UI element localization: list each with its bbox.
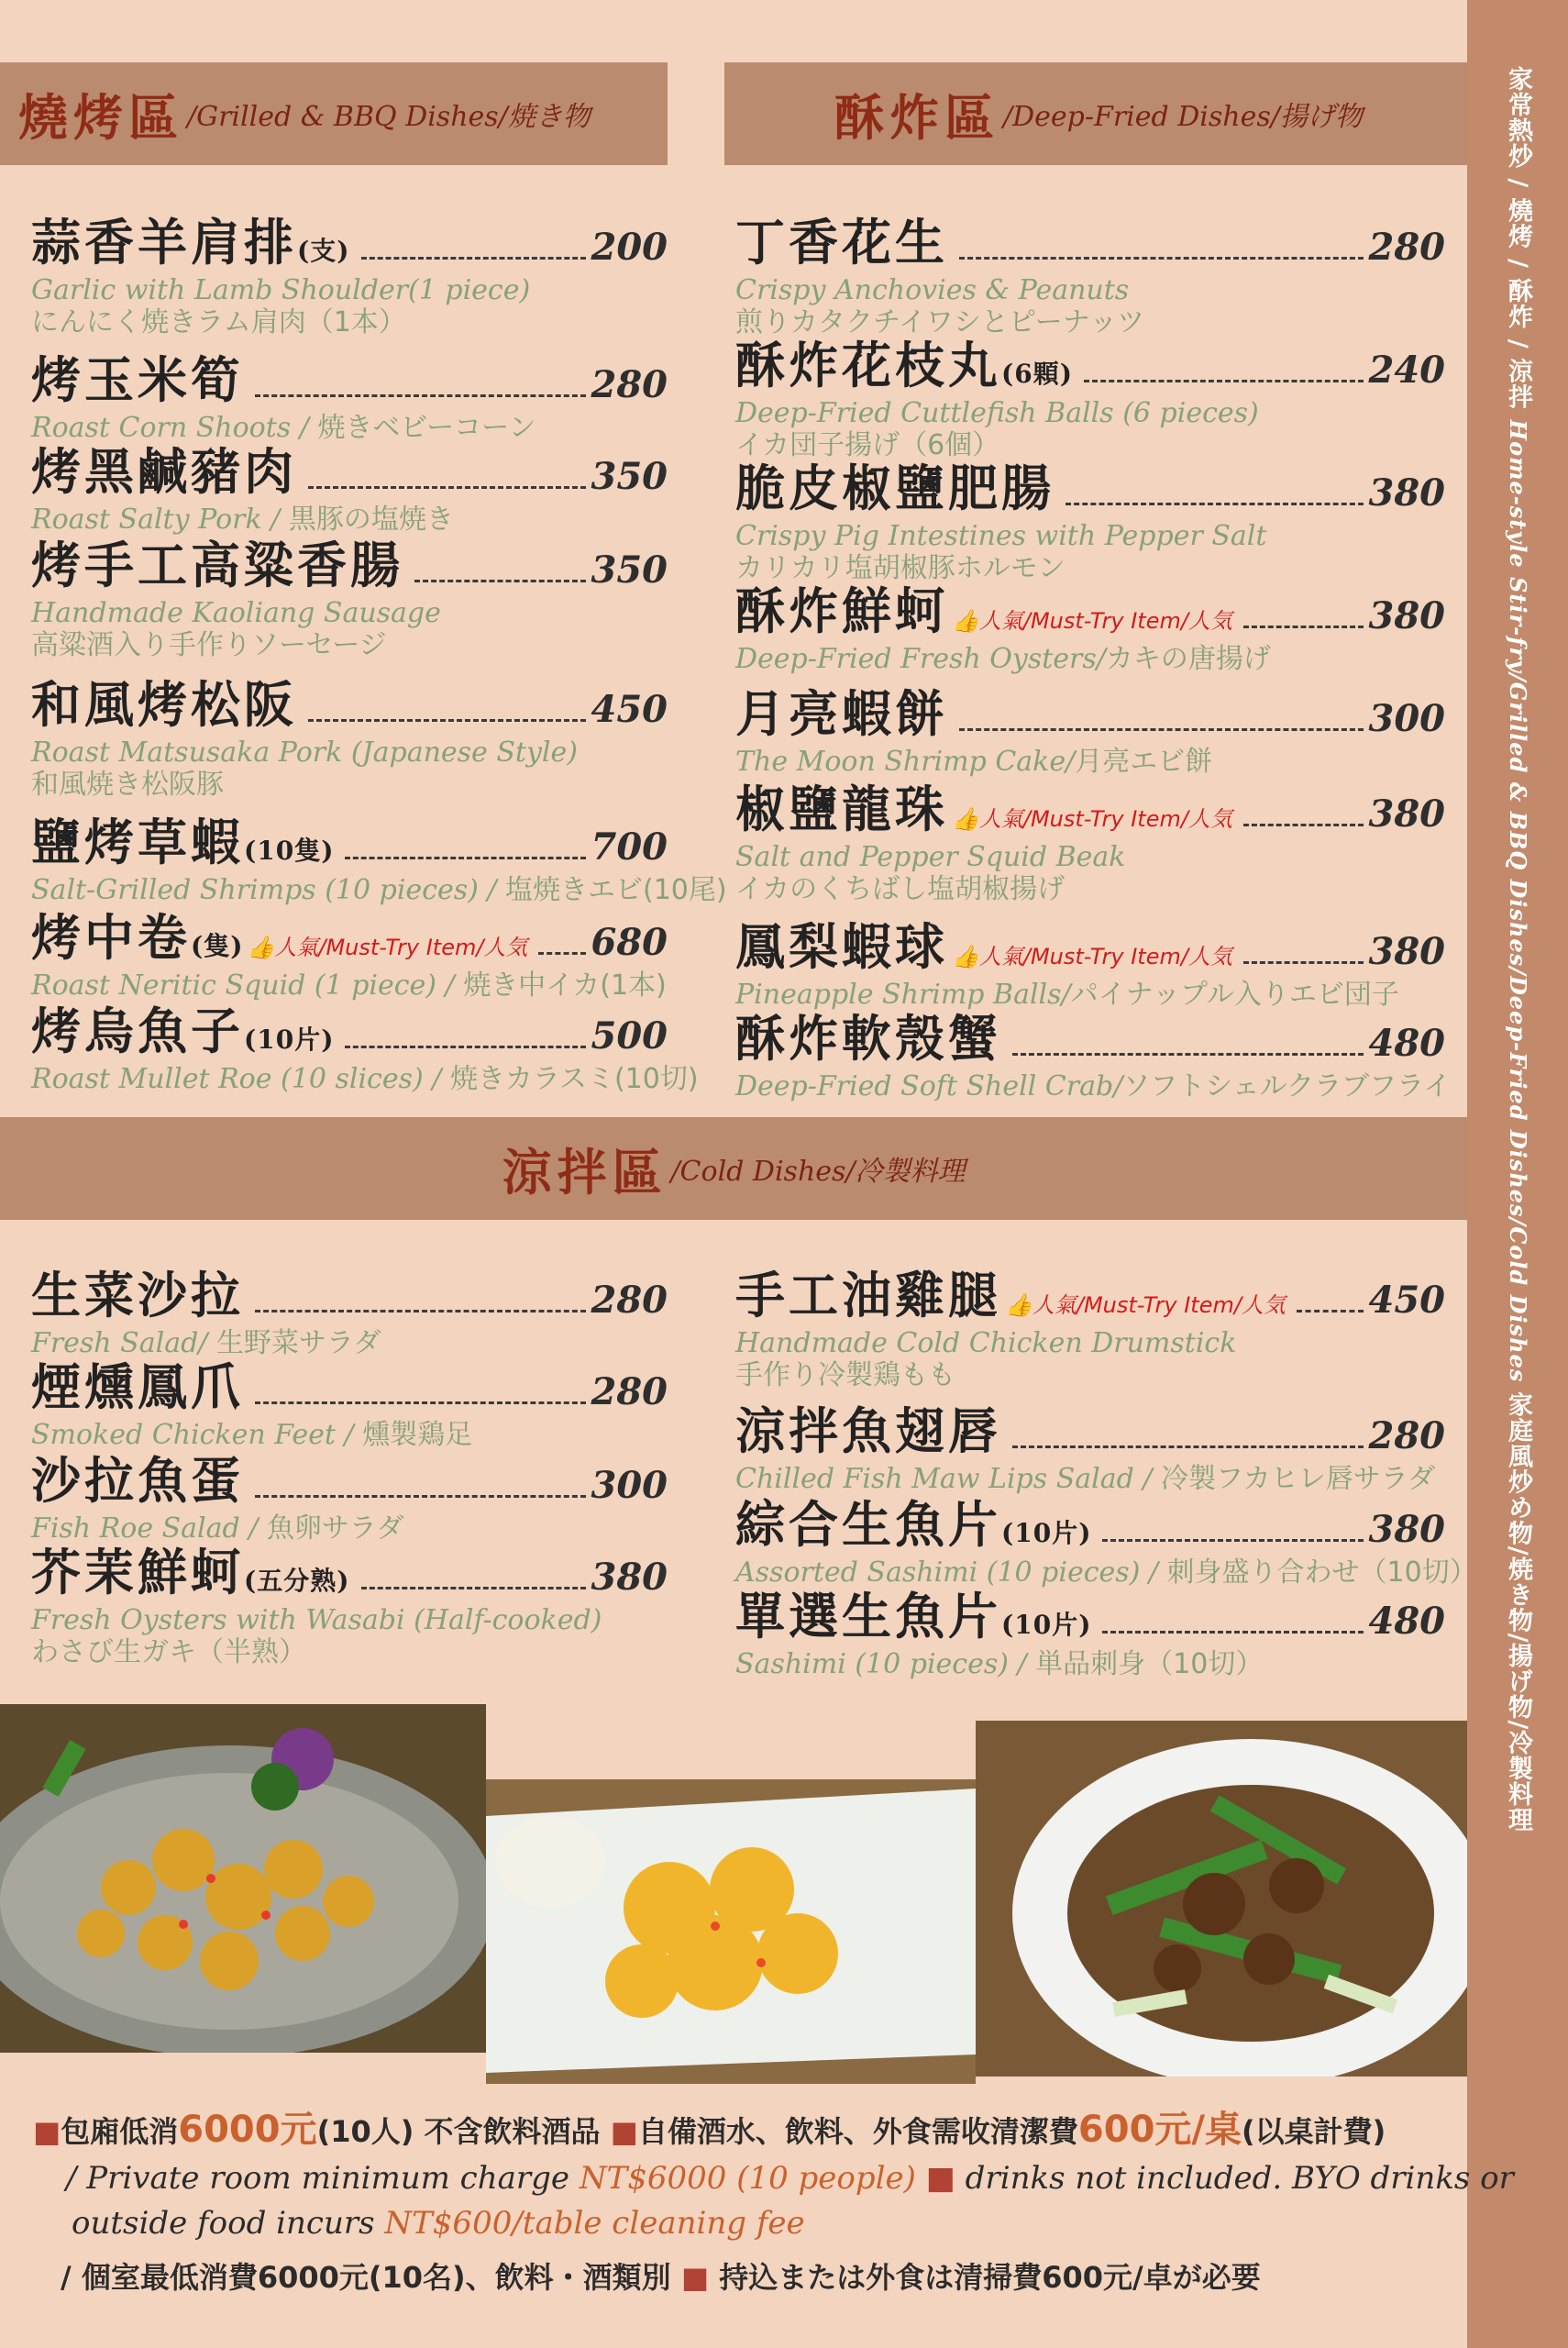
leader-dots: [959, 257, 1364, 260]
item-jp: 手作り冷製鶏もも: [735, 1359, 955, 1392]
item-jp: カリカリ塩胡椒豚ホルモン: [735, 552, 1066, 585]
footer-notes: [33, 2100, 1514, 2297]
item-en: Crispy Anchovies & Peanuts: [735, 274, 1130, 306]
food-photo-pineapple-shrimp: [486, 1779, 976, 2084]
fried-section-header: [724, 62, 1467, 165]
fried-title: 酥炸區: [834, 87, 999, 147]
menu-item: [735, 1392, 1445, 1495]
leader-dots: [1243, 626, 1364, 628]
fried-items: [735, 204, 1452, 1102]
must-try-badge: 👍人氣/Must-Try Item/人気: [952, 944, 1232, 969]
item-name: 脆皮椒鹽肥腸: [735, 459, 1055, 517]
item-jp: わさび生ガキ（半熟）: [31, 1636, 306, 1669]
fried-subtitle: /Deep-Fried Dishes/揚げ物: [1003, 101, 1363, 133]
item-name: 鹽烤草蝦(10隻): [31, 813, 335, 871]
menu-item: [735, 675, 1445, 778]
item-name: 烤中卷(隻): [31, 908, 244, 967]
must-try-badge: 👍人氣/Must-Try Item/人気: [952, 608, 1232, 634]
item-price: 680: [591, 921, 668, 964]
leader-dots: [361, 1587, 586, 1589]
leader-dots: [1297, 1310, 1364, 1312]
leader-dots: [255, 1495, 586, 1498]
item-name: 椒鹽龍珠: [735, 780, 948, 838]
menu-item: [31, 992, 699, 1095]
menu-item: [31, 1348, 668, 1451]
item-name: 烤手工高粱香腸: [31, 536, 403, 594]
menu-item: [735, 770, 1445, 908]
leader-dots: [308, 486, 586, 489]
item-en: Roast Salty Pork / 黒豚の塩焼き: [31, 504, 454, 536]
item-en: Pineapple Shrimp Balls/パイナップル入りエビ団子: [735, 979, 1399, 1011]
item-name: 烤烏魚子(10片): [31, 1002, 335, 1060]
item-name: 鳳梨蝦球: [735, 917, 948, 976]
item-price: 350: [591, 548, 668, 592]
menu-item: [31, 341, 668, 444]
menu-item: [735, 327, 1445, 462]
leader-dots: [538, 952, 585, 955]
leader-dots: [1012, 1053, 1364, 1056]
item-en: Smoked Chicken Feet / 燻製鶏足: [31, 1419, 473, 1451]
leader-dots: [255, 1401, 586, 1404]
item-price: 280: [591, 1279, 668, 1322]
must-try-badge: 👍人氣/Must-Try Item/人気: [1005, 1292, 1286, 1318]
menu-item: [735, 1257, 1445, 1392]
sidebar-text: [1484, 66, 1531, 1833]
menu-item: [31, 1442, 668, 1545]
square-bullet: ■: [33, 2114, 61, 2149]
item-price: 480: [1368, 1600, 1445, 1643]
leader-dots: [1012, 1445, 1364, 1448]
item-name: 涼拌魚翅唇: [735, 1401, 1001, 1460]
footer-line-cn: ■包廂低消6000元(10人) 不含飲料酒品 ■自備酒水、飲料、外食需收清潔費600元/桌(以桌計費): [33, 2109, 1386, 2151]
item-price: 500: [591, 1014, 668, 1058]
menu-item: [735, 908, 1445, 1011]
grill-subtitle: /Grilled & BBQ Dishes/焼き物: [187, 101, 591, 133]
cold-items-left: [31, 1257, 668, 1669]
item-en: Fish Roe Salad / 魚卵サラダ: [31, 1512, 404, 1545]
item-en: Deep-Fried Cuttlefish Balls (6 pieces): [735, 397, 1259, 429]
food-photo-salt-pepper-chicken: [0, 1704, 486, 2053]
menu-item: [735, 1000, 1452, 1102]
item-name: 單選生魚片(10片): [735, 1587, 1092, 1645]
item-price: 380: [1368, 930, 1445, 973]
item-en: Assorted Sashimi (10 pieces) / 刺身盛り合わせ（10切）: [735, 1556, 1477, 1589]
item-name: 蒜香羊肩排(支): [31, 213, 350, 271]
item-en: Salt and Pepper Squid Beak: [735, 841, 1126, 873]
item-price: 450: [591, 688, 668, 731]
item-price: 480: [1368, 1022, 1445, 1065]
square-bullet: ■: [610, 2114, 638, 2149]
menu-item: [31, 526, 668, 666]
menu-item: [31, 1534, 668, 1669]
item-name: 丁香花生: [735, 213, 948, 271]
sidebar-cn: 家常熱炒 / 燒烤 / 酥炸 / 涼拌: [1504, 66, 1532, 410]
leader-dots: [1102, 1631, 1363, 1634]
menu-item: [735, 1486, 1477, 1589]
item-en: Roast Corn Shoots / 焼きベビーコーン: [31, 412, 536, 444]
item-price: 380: [1368, 1508, 1445, 1551]
item-price: 280: [591, 1370, 668, 1413]
item-name: 月亮蝦餅: [735, 684, 948, 743]
item-name: 煙燻鳳爪: [31, 1357, 244, 1416]
item-price: 380: [1368, 471, 1445, 515]
item-price: 280: [591, 363, 668, 406]
menu-item: [31, 803, 727, 906]
item-en: Deep-Fried Soft Shell Crab/ソフトシェルクラブフライ: [735, 1070, 1452, 1102]
item-en: Roast Matsusaka Pork (Japanese Style): [31, 737, 578, 769]
item-jp: イカのくちばし塩胡椒揚げ: [735, 873, 1066, 906]
item-en: Roast Neritic Squid (1 piece) / 焼き中イカ(1本): [31, 969, 667, 1002]
item-name: 和風烤松阪: [31, 675, 297, 734]
item-name: 酥炸花枝丸(6顆): [735, 336, 1073, 394]
cold-section-header: [0, 1117, 1467, 1220]
leader-dots: [959, 728, 1364, 731]
footer-line-en2: outside food incurs NT$600/table cleaning fee: [72, 2205, 805, 2243]
item-name: 酥炸鮮蚵: [735, 581, 948, 640]
item-en: Handmade Kaoliang Sausage: [31, 597, 441, 629]
item-price: 700: [591, 825, 668, 869]
item-jp: 煎りカタクチイワシとピーナッツ: [735, 306, 1145, 339]
cold-title: 涼拌區: [502, 1142, 668, 1202]
item-price: 450: [1368, 1279, 1445, 1322]
footer-line-en1: / Private room minimum charge NT$6000 (10 people) ■ drinks not included. BYO drinks or: [66, 2160, 1514, 2197]
item-en: Chilled Fish Maw Lips Salad / 冷製フカヒレ唇サラダ: [735, 1463, 1436, 1495]
must-try-badge: 👍人氣/Must-Try Item/人気: [247, 935, 528, 960]
grill-title: 燒烤區: [18, 87, 183, 147]
menu-item: [31, 204, 668, 341]
sidebar-en: Home-style Stir-fry/Grilled & BBQ Dishes/Deep-Fried Dishes/Cold Dishes: [1505, 419, 1531, 1383]
item-en: Fresh Oysters with Wasabi (Half-cooked): [31, 1604, 602, 1636]
item-en: Roast Mullet Roe (10 slices) / 焼きカラスミ(10切): [31, 1063, 699, 1095]
item-jp: イカ団子揚げ（6個）: [735, 429, 1000, 462]
leader-dots: [1243, 824, 1364, 826]
menu-item: [735, 1578, 1445, 1680]
item-price: 380: [591, 1556, 668, 1599]
item-en: The Moon Shrimp Cake/月亮エビ餅: [735, 746, 1213, 778]
item-en: Crispy Pig Intestines with Pepper Salt: [735, 520, 1267, 552]
cold-items-right: [735, 1257, 1477, 1680]
grill-items: [31, 204, 727, 1095]
item-en: Sashimi (10 pieces) / 単品刺身（10切）: [735, 1648, 1264, 1680]
leader-dots: [255, 1310, 586, 1312]
menu-item: [31, 666, 668, 803]
item-en: Garlic with Lamb Shoulder(1 piece): [31, 274, 531, 306]
item-price: 280: [1368, 226, 1445, 269]
item-name: 烤玉米筍: [31, 350, 244, 409]
menu-item: [735, 572, 1445, 675]
item-price: 240: [1368, 349, 1445, 392]
leader-dots: [255, 394, 586, 397]
menu-item: [735, 449, 1445, 585]
item-name: 手工油雞腿: [735, 1266, 1001, 1324]
item-en: Fresh Salad/ 生野菜サラダ: [31, 1327, 381, 1359]
item-name: 酥炸軟殼蟹: [735, 1009, 1001, 1068]
item-en: Deep-Fried Fresh Oysters/カキの唐揚げ: [735, 643, 1271, 675]
menu-item: [735, 204, 1445, 339]
leader-dots: [414, 580, 586, 582]
item-price: 300: [591, 1464, 668, 1507]
item-price: 280: [1368, 1414, 1445, 1457]
footer-line-jp: / 個室最低消費6000元(10名)、飲料・酒類別 ■ 持込または外食は清掃費600元/卓が必要: [61, 2259, 1261, 2295]
menu-item: [31, 433, 668, 536]
item-en: Salt-Grilled Shrimps (10 pieces) / 塩焼きエビ(10尾): [31, 874, 727, 906]
leader-dots: [1102, 1539, 1363, 1542]
item-price: 200: [591, 226, 668, 269]
sidebar-jp: 家庭風炒め物/焼き物/揚げ物/冷製料理: [1504, 1391, 1532, 1833]
leader-dots: [345, 857, 585, 859]
menu-item: [31, 899, 668, 1002]
item-jp: 和風焼き松阪豚: [31, 769, 224, 802]
item-jp: にんにく焼きラム肩肉（1本）: [31, 306, 406, 339]
grill-section-header: [0, 62, 668, 165]
leader-dots: [1243, 961, 1364, 964]
food-photo-stir-fry-beef: [976, 1721, 1467, 2077]
item-price: 350: [591, 455, 668, 498]
leader-dots: [308, 719, 586, 722]
leader-dots: [361, 257, 586, 260]
leader-dots: [1066, 503, 1364, 505]
cold-subtitle: /Cold Dishes/冷製料理: [670, 1156, 966, 1188]
item-name: 沙拉魚蛋: [31, 1451, 244, 1510]
item-name: 綜合生魚片(10片): [735, 1495, 1092, 1554]
item-en: Handmade Cold Chicken Drumstick: [735, 1327, 1237, 1359]
item-price: 380: [1368, 792, 1445, 836]
item-name: 芥茉鮮蚵(五分熟): [31, 1543, 350, 1601]
leader-dots: [345, 1046, 585, 1048]
must-try-badge: 👍人氣/Must-Try Item/人気: [952, 806, 1232, 832]
menu-item: [31, 1257, 668, 1359]
leader-dots: [1084, 380, 1364, 382]
item-name: 生菜沙拉: [31, 1266, 244, 1324]
item-price: 380: [1368, 594, 1445, 637]
item-price: 300: [1368, 697, 1445, 740]
item-name: 烤黑鹹豬肉: [31, 442, 297, 501]
item-jp: 高粱酒入り手作りソーセージ: [31, 629, 387, 662]
